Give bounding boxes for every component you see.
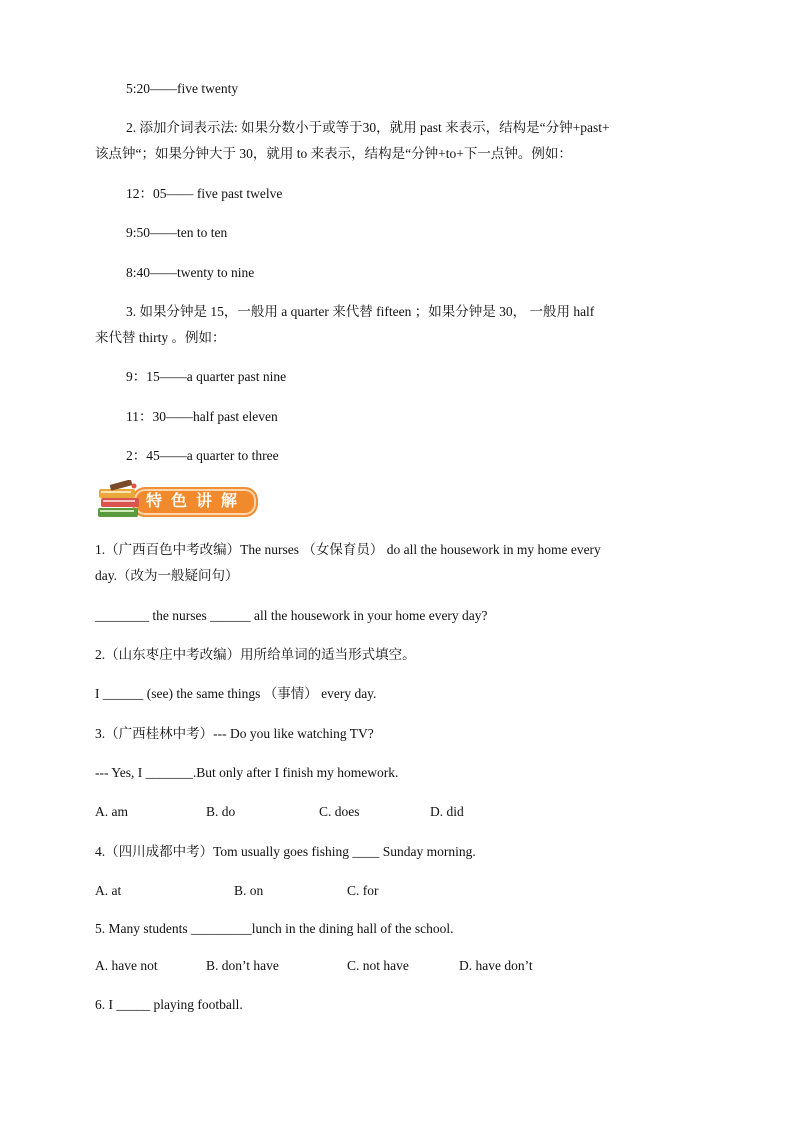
question-2: 2.（山东枣庄中考改编）用所给单词的适当形式填空。 (95, 647, 416, 662)
question-3-reply: --- Yes, I _______.But only after I finish my homework. (95, 765, 399, 780)
question-3: 3.（广西桂林中考）--- Do you like watching TV? (95, 726, 374, 741)
rule-3-line-1: 3. 如果分钟是 15，一般用 a quarter 来代替 fifteen ；如果分钟是 30， 一般用 half (126, 304, 595, 319)
rule-2-line-2: 该点钟“；如果分钟大于 30，就用 to 来表示，结构是“分钟+to+下一点钟。例如： (95, 146, 572, 161)
question-5-option-b: B. don’t have (206, 958, 279, 973)
question-5-option-d: D. have don’t (459, 958, 533, 973)
question-5: 5. Many students _________lunch in the dining hall of the school. (95, 921, 454, 936)
time-example-950: 9:50——ten to ten (126, 225, 228, 240)
question-3-option-a: A. am (95, 804, 128, 819)
question-3-option-c: C. does (319, 804, 360, 819)
question-5-option-a: A. have not (95, 958, 158, 973)
question-1-answer-line: ________ the nurses ______ all the housework in your home every day? (95, 608, 488, 623)
question-5-option-c: C. not have (347, 958, 409, 973)
question-6: 6. I _____ playing football. (95, 997, 243, 1012)
books-icon (96, 480, 146, 522)
time-example-1130: 11：30——half past eleven (126, 409, 278, 424)
question-4: 4.（四川成都中考）Tom usually goes fishing ____ Sunday morning. (95, 844, 476, 859)
time-example-840: 8:40——twenty to nine (126, 265, 255, 280)
question-2-answer-line: I ______ (see) the same things （事情） every day. (95, 686, 377, 701)
question-3-option-b: B. do (206, 804, 236, 819)
question-4-option-b: B. on (234, 883, 264, 898)
time-example-520: 5:20——five twenty (126, 81, 239, 96)
time-example-915: 9：15——a quarter past nine (126, 369, 287, 384)
question-4-option-c: C. for (347, 883, 379, 898)
banner-title: 特色讲解 (146, 491, 247, 510)
time-example-245: 2：45——a quarter to three (126, 448, 279, 463)
rule-2-line-1: 2. 添加介词表示法: 如果分数小于或等于30，就用 past 来表示，结构是“分钟+past+ (126, 120, 610, 135)
question-3-option-d: D. did (430, 804, 464, 819)
question-4-option-a: A. at (95, 883, 122, 898)
question-1-line-1: 1.（广西百色中考改编）The nurses （女保育员） do all the housework in my home every (95, 542, 601, 557)
rule-3-line-2: 来代替 thirty 。例如： (95, 330, 226, 345)
question-1-line-2: day.（改为一般疑问句） (95, 568, 239, 583)
time-example-1205: 12：05—— five past twelve (126, 186, 283, 201)
section-banner (96, 480, 266, 522)
